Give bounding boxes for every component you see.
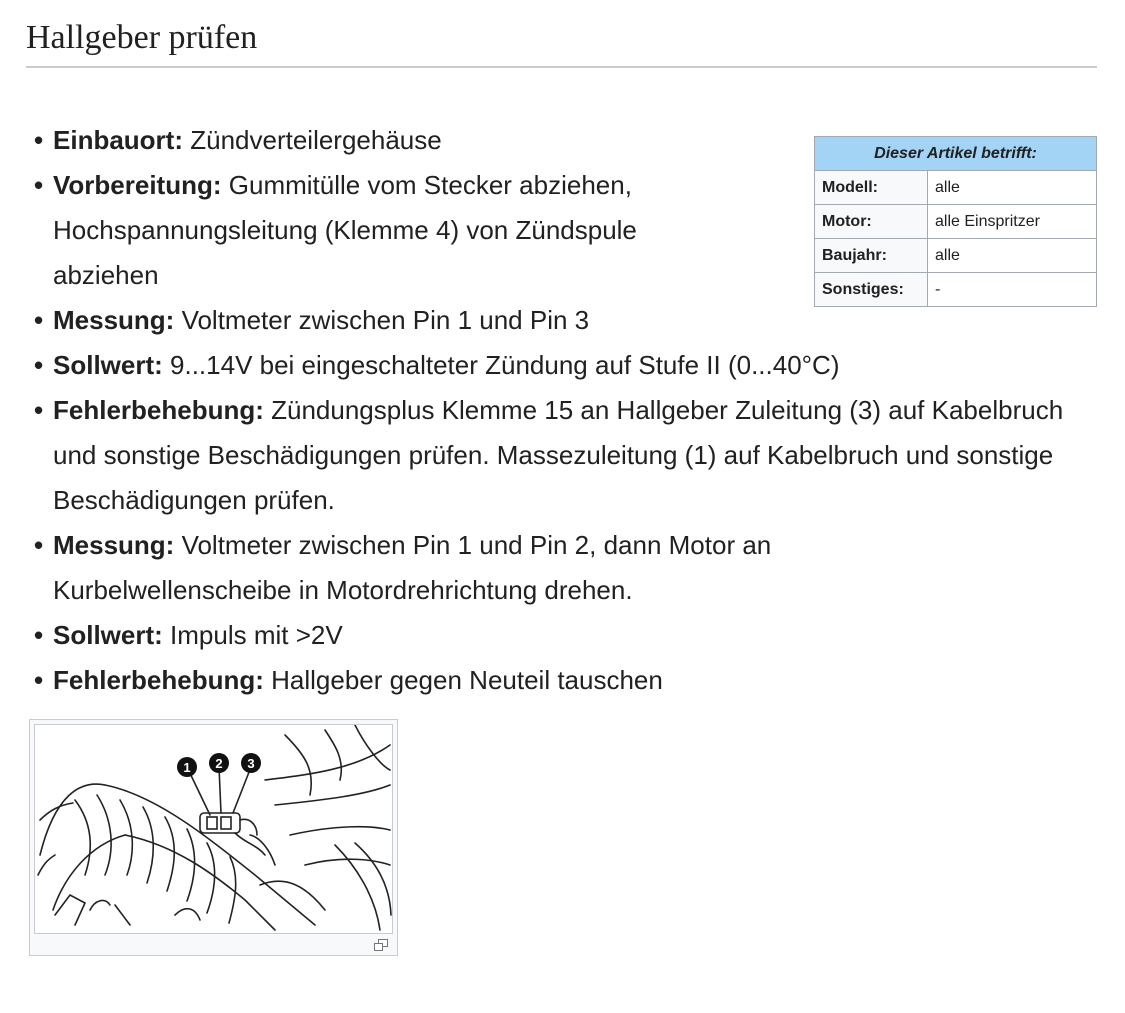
- bullet-icon: •: [34, 620, 44, 650]
- bullet-icon: •: [34, 305, 44, 335]
- list-item: [34, 523, 863, 613]
- hall-sensor-diagram[interactable]: [34, 724, 393, 934]
- list-item: [34, 118, 1094, 163]
- step-text: Impuls mit >2V: [162, 620, 343, 650]
- callout-2: 2: [215, 756, 223, 771]
- step-text: Zündverteilergehäuse: [183, 125, 442, 155]
- step-text: Voltmeter zwischen Pin 1 und Pin 3: [174, 305, 590, 335]
- step-text: Voltmeter zwischen Pin 1 und Pin 2, dann Motor an Kurbelwellenscheibe in Motordrehrichtung drehen.: [53, 530, 772, 605]
- step-text: Gummitülle vom Stecker abziehen, Hochspannungsleitung (Klemme 4) von Zündspule abziehen: [53, 170, 637, 290]
- list-item: [34, 388, 1094, 523]
- step-label: Fehlerbehebung:: [53, 395, 264, 425]
- step-label: Sollwert:: [53, 620, 163, 650]
- step-label: Fehlerbehebung:: [53, 665, 264, 695]
- bullet-icon: •: [34, 125, 44, 155]
- step-text: Zündungsplus Klemme 15 an Hallgeber Zuleitung (3) auf Kabelbruch und sonstige Beschädigungen prüfen. Massezuleitung (1) auf Kabelbruch und sonstige Beschädigungen prüfen.: [53, 395, 1064, 515]
- step-text: Hallgeber gegen Neuteil tauschen: [263, 665, 663, 695]
- infobox-label: Baujahr:: [815, 239, 928, 273]
- step-label: Einbauort:: [53, 125, 183, 155]
- callout-3: 3: [247, 756, 255, 771]
- infobox-label: Modell:: [815, 171, 928, 205]
- infobox-value: -: [928, 273, 1097, 307]
- list-item: [34, 298, 1094, 343]
- page-title: Hallgeber prüfen: [26, 16, 1097, 68]
- bullet-icon: •: [34, 350, 44, 380]
- infobox-label: Sonstiges:: [815, 273, 928, 307]
- list-item: [34, 658, 1094, 703]
- infobox-value: alle: [928, 171, 1097, 205]
- infobox-value: alle: [928, 239, 1097, 273]
- infobox-value: alle Einspritzer: [928, 205, 1097, 239]
- bullet-icon: •: [34, 395, 44, 425]
- bullet-icon: •: [34, 170, 44, 200]
- bullet-icon: •: [34, 665, 44, 695]
- step-label: Sollwert:: [53, 350, 163, 380]
- list-item: [34, 613, 1094, 658]
- step-label: Vorbereitung:: [53, 170, 222, 200]
- bullet-icon: •: [34, 530, 44, 560]
- infobox-label: Motor:: [815, 205, 928, 239]
- step-label: Messung:: [53, 530, 175, 560]
- step-text: 9...14V bei eingeschalteter Zündung auf Stufe II (0...40°C): [162, 350, 840, 380]
- figure-thumbnail: [29, 719, 398, 956]
- callout-1: 1: [183, 760, 191, 775]
- list-item: [34, 163, 743, 298]
- engine-line-drawing: [35, 725, 392, 933]
- procedure-list: [34, 118, 1094, 703]
- magnify-icon[interactable]: [374, 939, 389, 951]
- step-label: Messung:: [53, 305, 175, 335]
- infobox-title: Dieser Artikel betrifft:: [815, 137, 1097, 171]
- list-item: [34, 343, 1094, 388]
